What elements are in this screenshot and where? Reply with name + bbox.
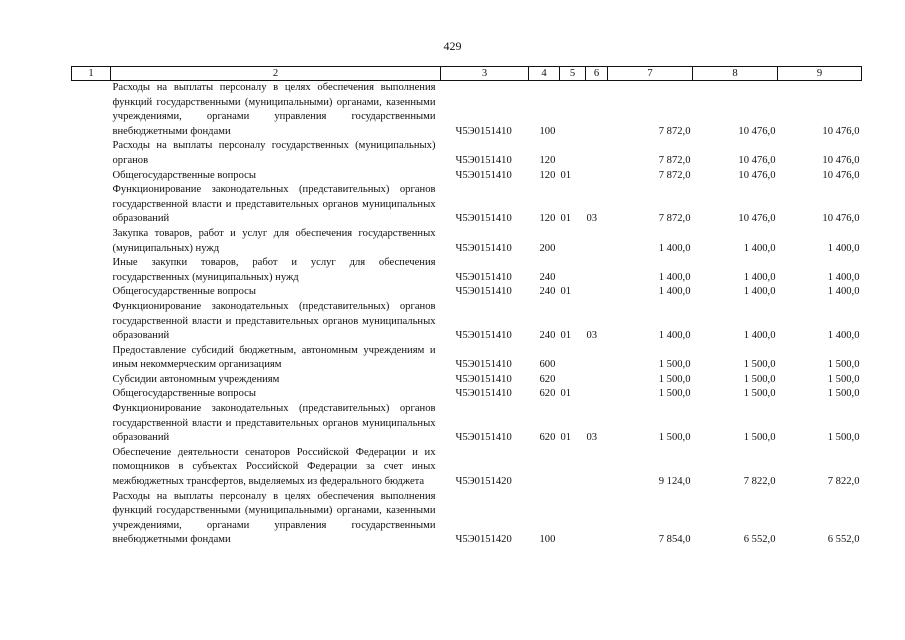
target-article-cell: Ч5Э0151420 xyxy=(455,534,512,546)
column-header: 5 xyxy=(560,67,586,81)
amount-col8-cell: 10 476,0 xyxy=(738,169,776,181)
code-cell xyxy=(72,227,111,256)
code-cell xyxy=(72,139,111,168)
amount-col7-cell: 1 500,0 xyxy=(658,359,691,371)
expense-type-cell: 620 xyxy=(539,373,556,385)
page-number: 429 xyxy=(443,39,462,53)
code-cell xyxy=(72,490,111,548)
section-cell: 01 xyxy=(560,330,572,342)
code-cell xyxy=(72,373,111,388)
amount-col9-cell: 1 400,0 xyxy=(827,330,860,342)
subsection-cell xyxy=(586,373,608,388)
target-article-cell: Ч5Э0151410 xyxy=(455,373,512,385)
name-cell: Функционирование законодательных (представительных) органов государственной власти и представительных органов муниципальных образований xyxy=(112,300,436,342)
expense-type-cell: 240 xyxy=(539,271,556,283)
amount-col7-cell: 7 872,0 xyxy=(658,213,691,225)
amount-col7-cell: 7 872,0 xyxy=(658,125,691,137)
table-row xyxy=(72,402,862,446)
subsection-cell xyxy=(586,446,608,490)
name-cell: Обеспечение деятельности сенаторов Российской Федерации и их помощников в субъектах Российской Федерации за счет иных межбюджетных трансфертов, выделяемых из федерального бюджета xyxy=(112,446,436,488)
table-row xyxy=(72,139,862,168)
table-body xyxy=(72,81,862,549)
table-row xyxy=(72,387,862,402)
amount-col9-cell: 6 552,0 xyxy=(827,534,860,546)
subsection-cell xyxy=(586,169,608,184)
amount-col7-cell: 7 854,0 xyxy=(658,534,691,546)
section-cell xyxy=(560,81,586,140)
target-article-cell: Ч5Э0151410 xyxy=(455,286,512,298)
expense-type-cell: 240 xyxy=(539,286,556,298)
code-cell xyxy=(72,183,111,227)
target-article-cell: Ч5Э0151410 xyxy=(455,242,512,254)
budget-table xyxy=(71,66,862,548)
amount-col8-cell: 10 476,0 xyxy=(738,213,776,225)
amount-col8-cell: 10 476,0 xyxy=(738,154,776,166)
target-article-cell: Ч5Э0151410 xyxy=(455,154,512,166)
amount-col9-cell: 1 400,0 xyxy=(827,286,860,298)
column-header: 7 xyxy=(608,67,693,81)
expense-type-cell: 120 xyxy=(539,213,556,225)
section-cell: 01 xyxy=(560,388,572,400)
table-row xyxy=(72,227,862,256)
table-row xyxy=(72,300,862,344)
column-header: 9 xyxy=(778,67,862,81)
code-cell xyxy=(72,402,111,446)
amount-col9-cell: 10 476,0 xyxy=(822,154,860,166)
target-article-cell: Ч5Э0151410 xyxy=(455,388,512,400)
amount-col9-cell: 1 500,0 xyxy=(827,359,860,371)
amount-col8-cell: 1 500,0 xyxy=(743,373,776,385)
code-cell xyxy=(72,446,111,490)
expense-type-cell: 120 xyxy=(539,154,556,166)
target-article-cell: Ч5Э0151410 xyxy=(455,169,512,181)
amount-col9-cell: 10 476,0 xyxy=(822,125,860,137)
target-article-cell: Ч5Э0151410 xyxy=(455,359,512,371)
expense-type-cell: 100 xyxy=(539,125,556,137)
table-row xyxy=(72,169,862,184)
subsection-cell xyxy=(586,227,608,256)
column-header: 2 xyxy=(111,67,441,81)
amount-col7-cell: 9 124,0 xyxy=(658,476,691,488)
expense-type-cell: 100 xyxy=(539,534,556,546)
column-header: 4 xyxy=(529,67,560,81)
section-cell xyxy=(560,490,586,548)
name-cell: Общегосударственные вопросы xyxy=(112,169,256,181)
section-cell xyxy=(560,344,586,373)
expense-type-cell: 200 xyxy=(539,242,556,254)
amount-col7-cell: 1 400,0 xyxy=(658,286,691,298)
amount-col8-cell: 1 400,0 xyxy=(743,242,776,254)
target-article-cell: Ч5Э0151410 xyxy=(455,271,512,283)
code-cell xyxy=(72,285,111,300)
subsection-cell: 03 xyxy=(586,330,598,342)
column-header: 3 xyxy=(441,67,529,81)
name-cell: Расходы на выплаты персоналу в целях обеспечения выполнения функций государственными (муниципальными) органами, казенными учреждениями, органами управления государственными внебюджетными фондами xyxy=(112,490,436,546)
name-cell: Предоставление субсидий бюджетным, автономным учреждениям и иным некоммерческим организациям xyxy=(112,344,436,371)
expense-type-cell: 120 xyxy=(539,169,556,181)
target-article-cell: Ч5Э0151410 xyxy=(455,432,512,444)
expense-type-cell: 240 xyxy=(539,330,556,342)
code-cell xyxy=(72,169,111,184)
name-cell: Общегосударственные вопросы xyxy=(112,286,256,298)
target-article-cell: Ч5Э0151420 xyxy=(455,476,512,488)
name-cell: Расходы на выплаты персоналу государственных (муниципальных) органов xyxy=(112,140,436,166)
name-cell: Закупка товаров, работ и услуг для обеспечения государственных (муниципальных) нужд xyxy=(112,227,436,254)
table-header-row xyxy=(72,67,862,81)
amount-col8-cell: 1 500,0 xyxy=(743,359,776,371)
subsection-cell xyxy=(586,344,608,373)
section-cell xyxy=(560,446,586,490)
name-cell: Расходы на выплаты персоналу в целях обеспечения выполнения функций государственными (муниципальными) органами, казенными учреждениями, органами управления государственными внебюджетными фондами xyxy=(112,82,436,137)
amount-col9-cell: 7 822,0 xyxy=(827,476,860,488)
amount-col7-cell: 1 500,0 xyxy=(658,373,691,385)
section-cell: 01 xyxy=(560,213,572,225)
amount-col7-cell: 7 872,0 xyxy=(658,169,691,181)
subsection-cell: 03 xyxy=(586,213,598,225)
subsection-cell xyxy=(586,139,608,168)
subsection-cell xyxy=(586,81,608,140)
amount-col7-cell: 1 400,0 xyxy=(658,330,691,342)
name-cell: Общегосударственные вопросы xyxy=(112,388,256,400)
code-cell xyxy=(72,344,111,373)
amount-col8-cell: 7 822,0 xyxy=(743,476,776,488)
subsection-cell xyxy=(586,490,608,548)
amount-col9-cell: 10 476,0 xyxy=(822,213,860,225)
amount-col9-cell: 1 500,0 xyxy=(827,373,860,385)
target-article-cell: Ч5Э0151410 xyxy=(455,330,512,342)
amount-col7-cell: 1 400,0 xyxy=(658,271,691,283)
code-cell xyxy=(72,256,111,285)
section-cell: 01 xyxy=(560,169,572,181)
amount-col9-cell: 10 476,0 xyxy=(822,169,860,181)
amount-col8-cell: 1 400,0 xyxy=(743,286,776,298)
table-row xyxy=(72,285,862,300)
column-header: 8 xyxy=(693,67,778,81)
amount-col7-cell: 7 872,0 xyxy=(658,154,691,166)
subsection-cell xyxy=(586,387,608,402)
table-row xyxy=(72,344,862,373)
column-header: 1 xyxy=(72,67,111,81)
amount-col8-cell: 10 476,0 xyxy=(738,125,776,137)
section-cell xyxy=(560,139,586,168)
expense-type-cell: 620 xyxy=(539,388,556,400)
amount-col8-cell: 6 552,0 xyxy=(743,534,776,546)
amount-col7-cell: 1 500,0 xyxy=(658,432,691,444)
table-row xyxy=(72,373,862,388)
table-row xyxy=(72,256,862,285)
subsection-cell xyxy=(586,256,608,285)
section-cell: 01 xyxy=(560,432,572,444)
amount-col9-cell: 1 500,0 xyxy=(827,432,860,444)
target-article-cell: Ч5Э0151410 xyxy=(455,213,512,225)
amount-col7-cell: 1 400,0 xyxy=(658,242,691,254)
amount-col9-cell: 1 500,0 xyxy=(827,388,860,400)
code-cell xyxy=(72,300,111,344)
table-row xyxy=(72,81,862,140)
amount-col9-cell: 1 400,0 xyxy=(827,271,860,283)
amount-col8-cell: 1 400,0 xyxy=(743,271,776,283)
amount-col8-cell: 1 400,0 xyxy=(743,330,776,342)
amount-col8-cell: 1 500,0 xyxy=(743,432,776,444)
section-cell xyxy=(560,373,586,388)
expense-type-cell: 620 xyxy=(539,432,556,444)
subsection-cell: 03 xyxy=(586,432,598,444)
target-article-cell: Ч5Э0151410 xyxy=(455,125,512,137)
expense-type-cell xyxy=(529,446,560,490)
amount-col8-cell: 1 500,0 xyxy=(743,388,776,400)
amount-col7-cell: 1 500,0 xyxy=(658,388,691,400)
subsection-cell xyxy=(586,285,608,300)
section-cell: 01 xyxy=(560,286,572,298)
expense-type-cell: 600 xyxy=(539,359,556,371)
section-cell xyxy=(560,256,586,285)
table-row xyxy=(72,183,862,227)
column-header: 6 xyxy=(586,67,608,81)
amount-col9-cell: 1 400,0 xyxy=(827,242,860,254)
code-cell xyxy=(72,387,111,402)
name-cell: Иные закупки товаров, работ и услуг для обеспечения государственных (муниципальных) нужд xyxy=(112,257,436,283)
table-row xyxy=(72,490,862,548)
name-cell: Функционирование законодательных (представительных) органов государственной власти и представительных органов муниципальных образований xyxy=(112,184,436,225)
name-cell: Субсидии автономным учреждениям xyxy=(112,373,280,385)
code-cell xyxy=(72,81,111,140)
table-row xyxy=(72,446,862,490)
section-cell xyxy=(560,227,586,256)
name-cell: Функционирование законодательных (представительных) органов государственной власти и представительных органов муниципальных образований xyxy=(112,403,436,444)
